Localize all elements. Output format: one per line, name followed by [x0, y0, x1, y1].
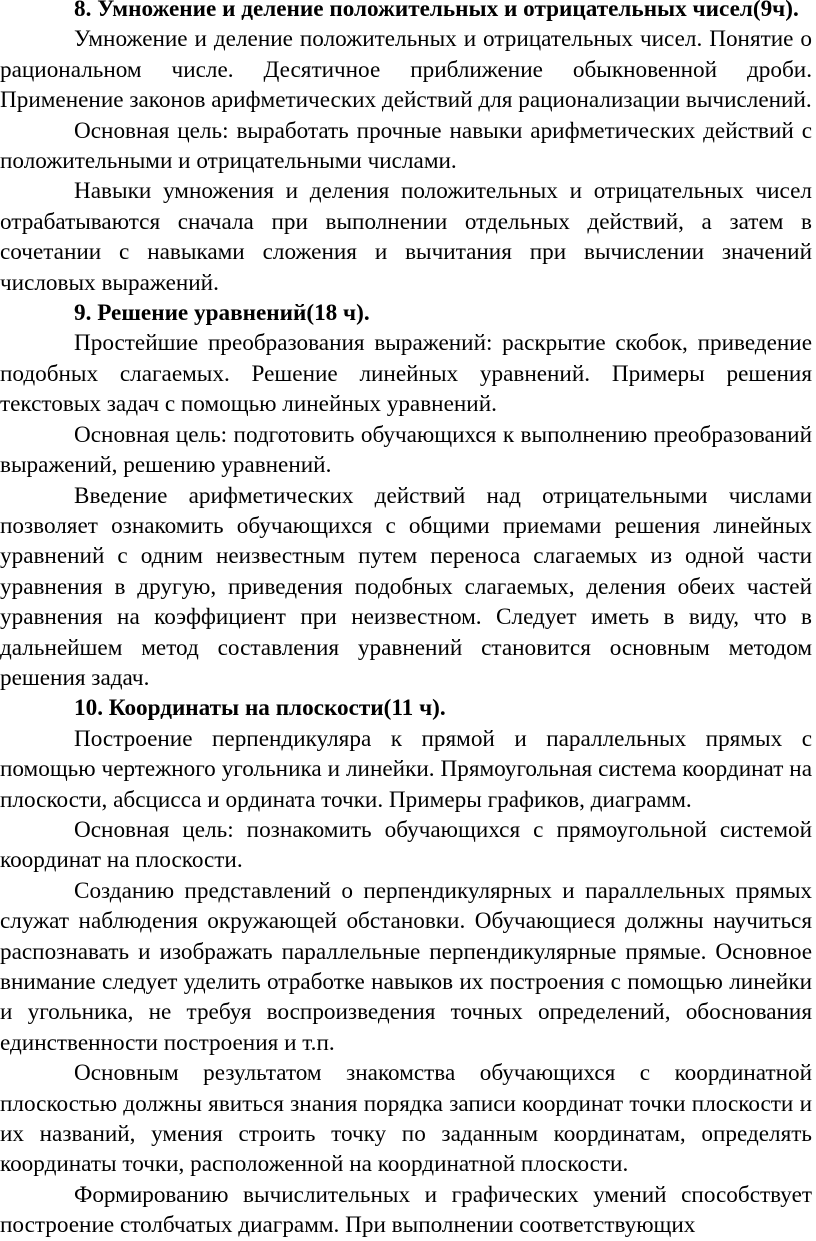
paragraph: Навыки умножения и деления положительных и отрицательных чисел отрабатываются сначала при выполнении отдельных действий, а затем в сочетании с навыками сложения и вычитания при вычислении значений числовых выражений. — [0, 178, 812, 296]
section-heading: 8. Умножение и деление положительных и отрицательных чисел(9ч). — [74, 0, 799, 22]
paragraph: Основная цель: познакомить обучающихся с прямоугольной системой координат на плоскости. — [0, 816, 812, 874]
section-heading: 9. Решение уравнений(18 ч). — [74, 300, 370, 327]
paragraph: Созданию представлений о перпендикулярных и параллельных прямых служат наблюдения окружающей обстановки. Обучающиеся должны научиться распознавать и изображать параллельные перпендикулярные прямые. Основное внимание следует уделить отработке навыков их построения с помощью линейки и угольника, не требуя воспроизведения точных определений, обоснования единственности построения и т.п. — [0, 877, 812, 1056]
paragraph: Основная цель: выработать прочные навыки арифметических действий с положительными и отрицательными числами. — [0, 117, 812, 175]
paragraph: Умножение и деление положительных и отрицательных чисел. Понятие о рациональном числе. Десятичное приближение обыкновенной дроби. Применение законов арифметических действий для рационализации вычислений. — [0, 26, 812, 114]
paragraph: Введение арифметических действий над отрицательными числами позволяет ознакомить обучающихся с общими приемами решения линейных уравнений с одним неизвестным путем переноса слагаемых из одной части уравнения в другую, приведения подобных слагаемых, деления обеих частей уравнения на коэффициент при неизвестном. Следует иметь в виду, что в дальнейшем метод составления уравнений становится основным методом решения задач. — [0, 482, 812, 691]
paragraph: Построение перпендикуляра к прямой и параллельных прямых с помощью чертежного угольника и линейки. Прямоугольная система координат на плоскости, абсцисса и ордината точки. Примеры графиков, диаграмм. — [0, 725, 812, 813]
section-heading: 10. Координаты на плоскости(11 ч). — [74, 695, 446, 722]
paragraph: Простейшие преобразования выражений: раскрытие скобок, приведение подобных слагаемых. Решение линейных уравнений. Примеры решения текстовых задач с помощью линейных уравнений. — [0, 330, 812, 418]
paragraph: Основным результатом знакомства обучающихся с координатной плоскостью должны явиться знания порядка записи координат точки плоскости и их названий, умения строить точку по заданным координатам, определять координаты точки, расположенной на координатной плоскости. — [0, 1060, 812, 1178]
paragraph: Основная цель: подготовить обучающихся к выполнению преобразований выражений, решению уравнений. — [0, 421, 812, 479]
paragraph: Формированию вычислительных и графических умений способствует построение столбчатых диаграмм. При выполнении соответствующих — [0, 1181, 812, 1239]
